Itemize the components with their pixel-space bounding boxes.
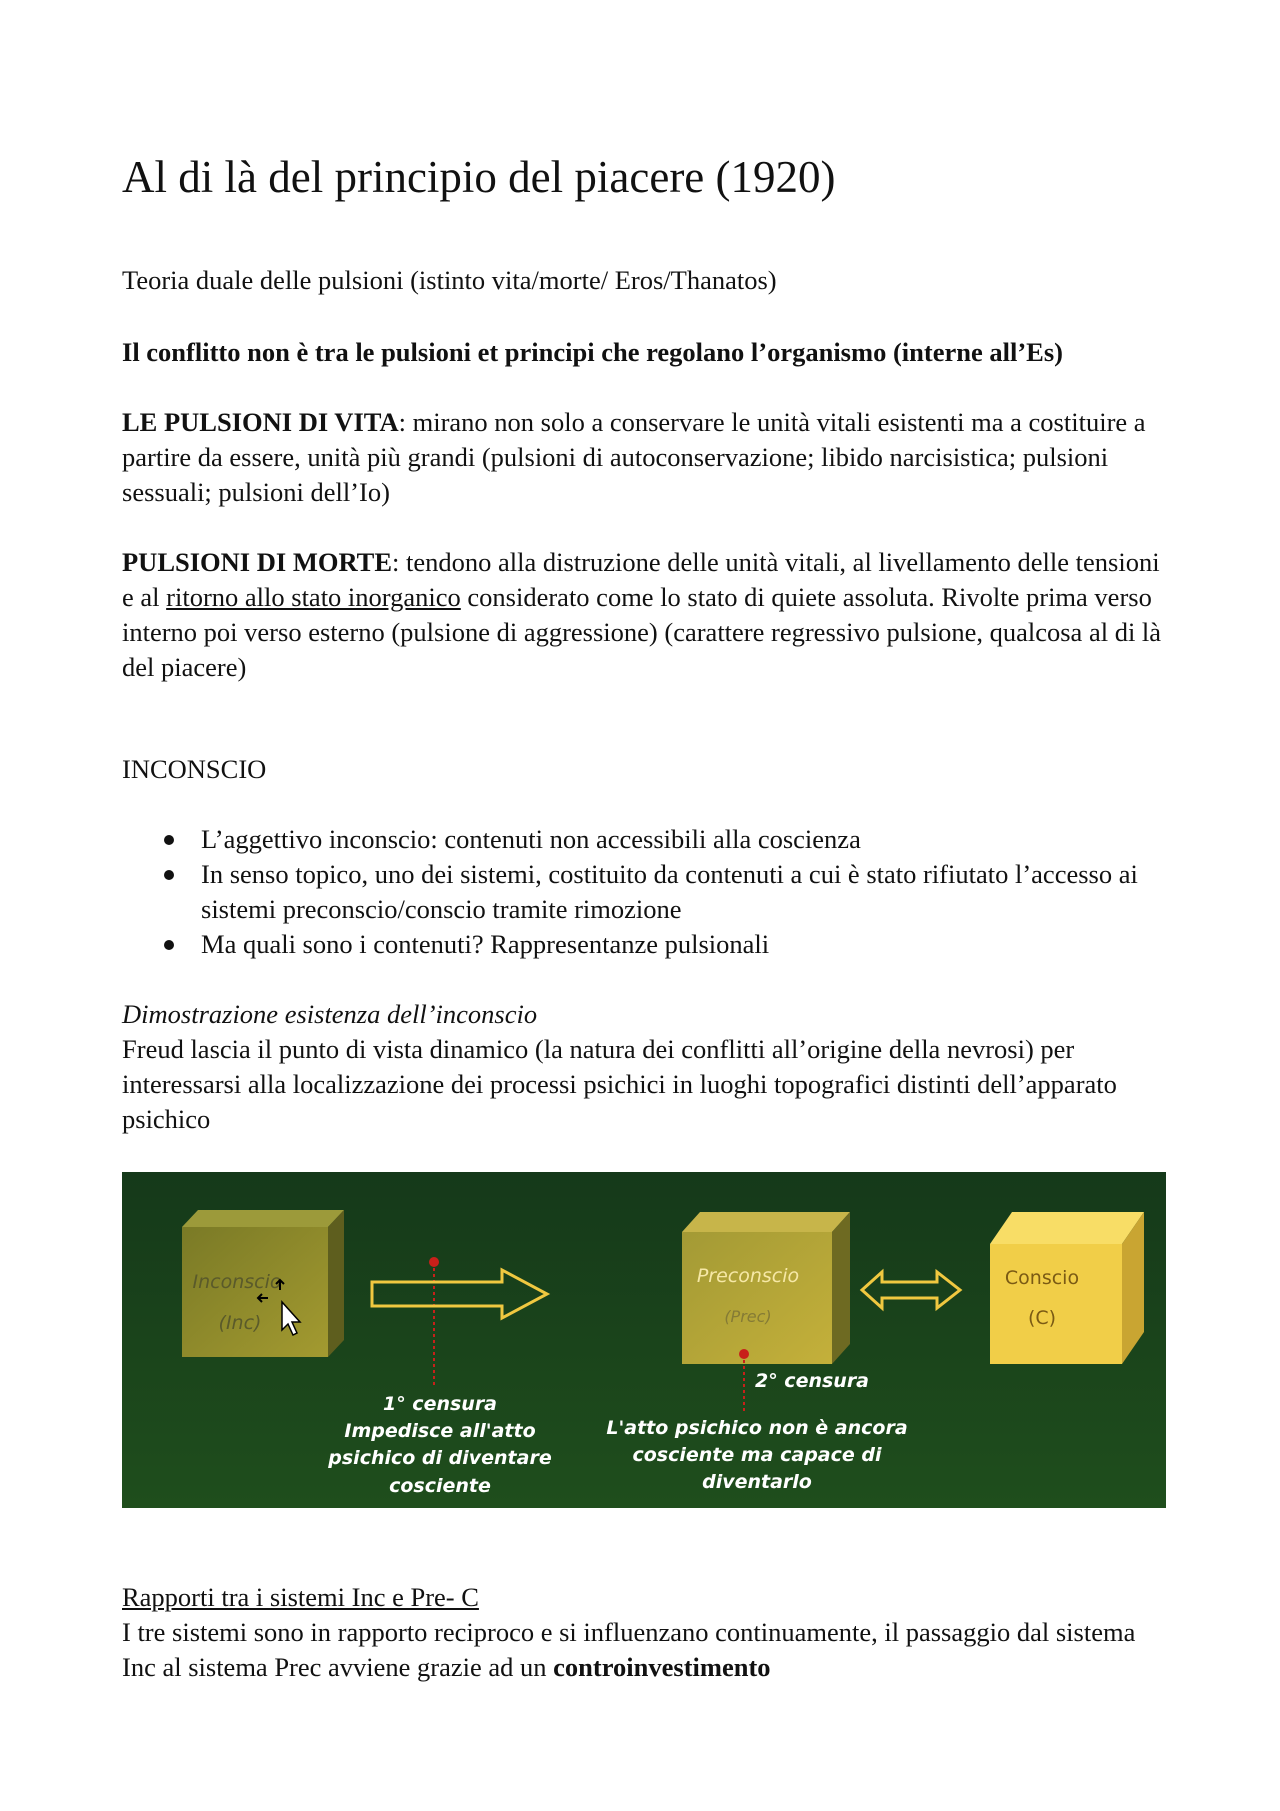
- rapporti-heading: Rapporti tra i sistemi Inc e Pre- C: [122, 1582, 479, 1612]
- censura2-line3: diventarlo: [702, 1471, 812, 1493]
- pulsioni-vita-text: : mirano non solo a conservare le unità vitali esistenti ma a costituire a partire da essere, unità più grandi (pulsioni di autoconservazione; libido narcisistica; pulsioni sessuali; pulsioni dell’Io): [122, 407, 1146, 507]
- c-label: (C): [1027, 1307, 1057, 1329]
- inc-label: (Inc): [218, 1312, 262, 1334]
- preconscio-cube: [682, 1212, 850, 1364]
- bullet-icon: [164, 835, 174, 845]
- censura1-title: 1° censura: [382, 1393, 498, 1415]
- censura2-line1: L'atto psichico non è ancora: [606, 1417, 908, 1439]
- dimostrazione-heading: Dimostrazione esistenza dell’inconscio: [122, 999, 538, 1029]
- censura2-marker: [739, 1349, 749, 1359]
- pulsioni-morte-paragraph: [122, 545, 1167, 685]
- pulsioni-morte-label: PULSIONI DI MORTE: [122, 547, 392, 577]
- page-title: Al di là del principio del piacere (1920): [122, 152, 836, 202]
- pulsioni-morte-text-b: considerato come lo stato di quiete assoluta. Rivolte prima verso interno poi verso esterno (pulsione di aggressione) (carattere regressivo pulsione, qualcosa al di là del piacere): [122, 582, 1162, 682]
- list-item: [122, 822, 1167, 857]
- censura1-line3: cosciente: [389, 1475, 491, 1497]
- bullet-icon: [164, 940, 174, 950]
- censura2-title: 2° censura: [754, 1370, 870, 1392]
- conscio-label: Conscio: [1004, 1267, 1080, 1289]
- inconscio-bullet-list: [122, 822, 1167, 962]
- bullet-text: L’aggettivo inconscio: contenuti non accessibili alla coscienza: [201, 824, 861, 854]
- bullet-text: In senso topico, uno dei sistemi, costituito da contenuti a cui è stato rifiutato l’accesso ai sistemi preconscio/conscio tramite rimozione: [201, 859, 1138, 924]
- teoria-paragraph: Teoria duale delle pulsioni (istinto vita/morte/ Eros/Thanatos): [122, 265, 777, 295]
- list-item: [122, 927, 1167, 962]
- rapporti-text: I tre sistemi sono in rapporto reciproco e si influenzano continuamente, il passaggio dal sistema Inc al sistema Prec avviene grazie ad un: [122, 1617, 1136, 1682]
- censura1-line2: psichico di diventare: [328, 1447, 552, 1469]
- preconscio-label: Preconscio: [696, 1265, 800, 1287]
- censura2-line2: cosciente ma capace di: [632, 1444, 882, 1466]
- inconscio-heading: INCONSCIO: [122, 754, 267, 784]
- freud-paragraph: Freud lascia il punto di vista dinamico (la natura dei conflitti all’origine della nevrosi) per interessarsi alla localizzazione dei processi psichici in luoghi topografici distinti dell’apparato psichico: [122, 1034, 1117, 1134]
- bullet-text: Ma quali sono i contenuti? Rappresentanze pulsionali: [201, 929, 770, 959]
- conflitto-paragraph: Il conflitto non è tra le pulsioni et principi che regolano l’organismo (interne all’Es): [122, 337, 1063, 367]
- list-item: [122, 857, 1167, 927]
- pulsioni-morte-text-a: : tendono alla distruzione delle unità vitali, al livellamento delle tensioni e al: [122, 547, 1160, 612]
- pulsioni-vita-paragraph: [122, 405, 1167, 510]
- bullet-icon: [164, 870, 174, 880]
- prec-label: (Prec): [724, 1307, 772, 1326]
- censura1-line1: Impedisce all'atto: [344, 1420, 536, 1442]
- controinvestimento-bold: controinvestimento: [553, 1652, 771, 1682]
- conscio-cube: [990, 1212, 1144, 1364]
- censura1-marker: [429, 1257, 439, 1267]
- topographic-model-figure: [122, 1172, 1166, 1508]
- rapporti-paragraph: [122, 1615, 1167, 1685]
- inconscio-cube: [182, 1210, 344, 1357]
- pulsioni-vita-label: LE PULSIONI DI VITA: [122, 407, 399, 437]
- inconscio-label: Inconscio: [192, 1271, 282, 1293]
- ritorno-inorganico-underline: ritorno allo stato inorganico: [166, 582, 461, 612]
